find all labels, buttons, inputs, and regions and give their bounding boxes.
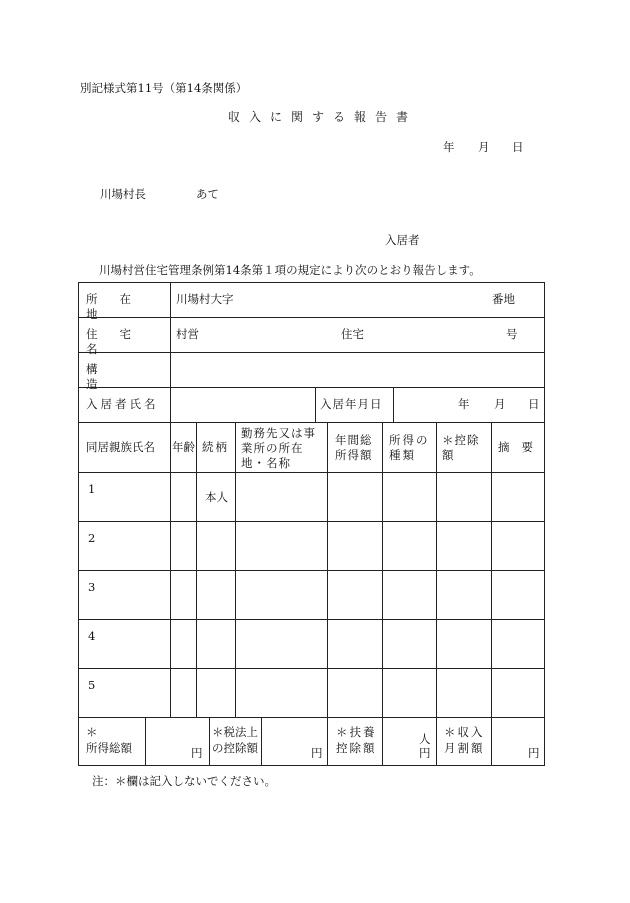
move-in-label	[320, 397, 383, 412]
date-month: 月	[478, 140, 490, 154]
report-table	[78, 282, 545, 766]
row-1-relation: 本人	[205, 490, 228, 504]
dependent-label-1: ＊扶養	[336, 725, 377, 739]
row-4-number: 4	[88, 629, 96, 643]
col-relation: 続柄	[202, 440, 229, 454]
addressee-suffix: あて	[196, 187, 219, 201]
dependent-label-2: 控除額	[336, 741, 377, 755]
housing-suffix: 号	[506, 327, 518, 341]
col-income-type: 所得の種類	[389, 433, 430, 462]
col-family-name: 同居親族氏名	[86, 440, 155, 454]
footnote: 注：＊欄は記入しないでください。	[92, 774, 276, 788]
housing-label	[86, 327, 170, 357]
date-day: 日	[512, 140, 524, 154]
housing-mid: 住宅	[341, 327, 364, 341]
row-3-number: 3	[88, 580, 96, 594]
location-label-text: 所在地	[86, 292, 153, 321]
total-income-unit: 円	[191, 746, 203, 760]
monthly-income-label-2: 月割額	[444, 741, 485, 755]
structure-label-text: 構造	[86, 362, 158, 391]
col-remarks: 摘要	[498, 440, 545, 454]
tax-deduction-label-2: の控除額	[212, 741, 258, 755]
form-number-label: 別記様式第11号（第14条関係）	[80, 81, 248, 95]
move-in-year: 年	[458, 397, 470, 411]
move-in-day: 日	[528, 397, 540, 411]
col-age: 年齢	[172, 440, 195, 454]
housing-label-text: 住宅名	[86, 327, 153, 356]
location-value: 川場村大字	[176, 292, 234, 306]
col-deduction: ＊控除額	[442, 433, 480, 462]
move-in-month: 月	[494, 397, 506, 411]
tax-deduction-label-1: ＊税法上	[212, 725, 258, 739]
tax-deduction-unit: 円	[311, 746, 323, 760]
dependent-unit-people: 人	[419, 732, 431, 746]
structure-label	[86, 362, 170, 392]
resident-name-label	[86, 397, 159, 412]
total-income-star: ＊	[86, 725, 98, 739]
row-5-number: 5	[88, 678, 96, 692]
row-2-number: 2	[88, 531, 96, 545]
addressee: 川場村長	[100, 187, 146, 201]
resident-label: 入居者	[385, 233, 420, 247]
monthly-income-label-1: ＊収入	[444, 725, 485, 739]
monthly-income-unit: 円	[528, 746, 540, 760]
dependent-unit-yen: 円	[419, 746, 431, 760]
document-title: 収入に関する報告書	[228, 110, 418, 124]
col-workplace: 勤務先又は事業所の所在地・名称	[241, 426, 316, 470]
total-income-label: 所得総額	[86, 741, 132, 755]
intro-text: 川場村営住宅管理条例第14条第１項の規定により次のとおり報告します。	[99, 263, 481, 277]
location-label	[86, 292, 164, 322]
resident-name-label-text: 入居者氏名	[86, 397, 159, 411]
move-in-label-text: 入居年月日	[320, 397, 383, 411]
date-year: 年	[443, 140, 455, 154]
location-suffix: 番地	[492, 292, 515, 306]
col-annual-income: 年間総所得額	[335, 433, 373, 462]
housing-prefix: 村営	[176, 327, 199, 341]
row-1-number: 1	[88, 482, 96, 496]
